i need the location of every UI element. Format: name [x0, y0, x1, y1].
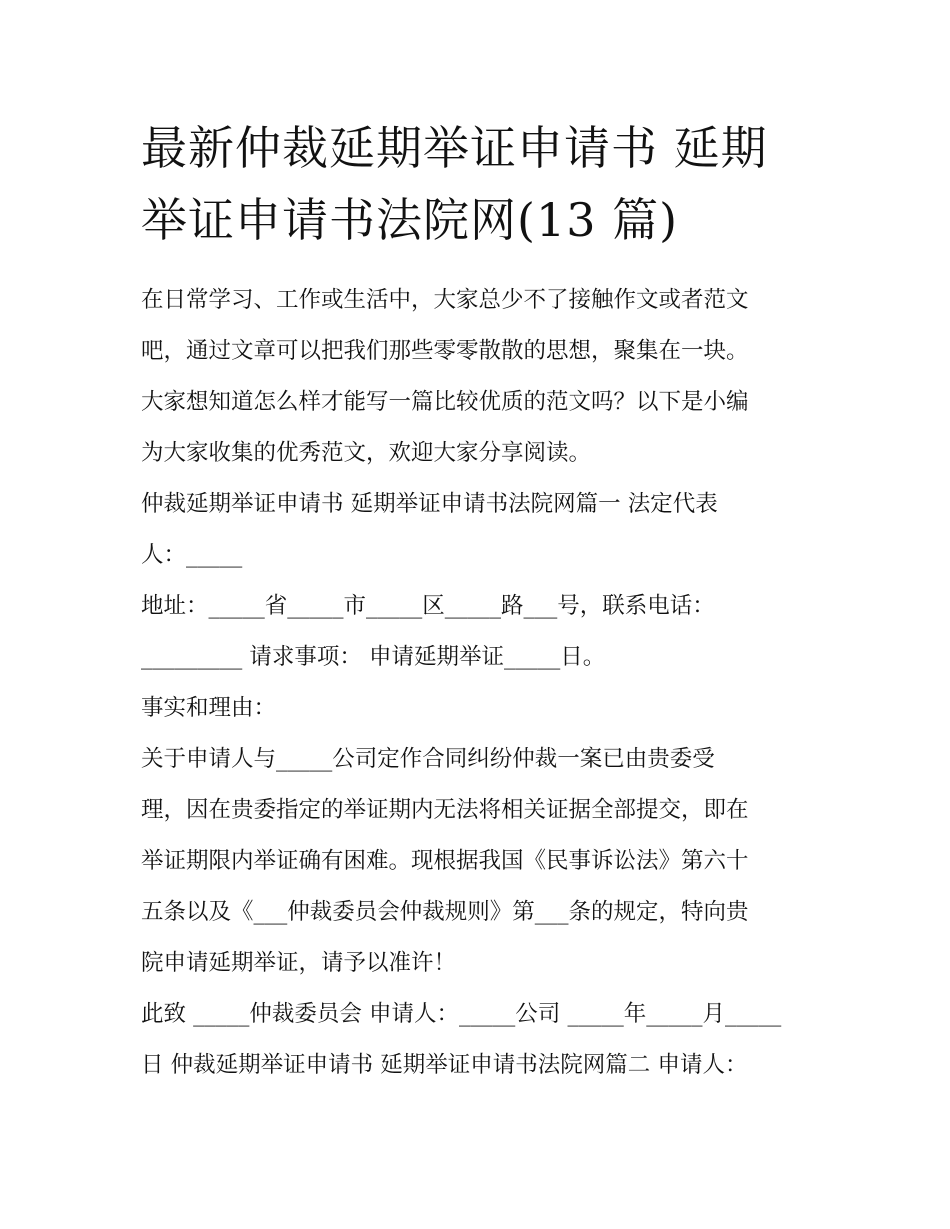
body-line: 事实和理由： — [141, 695, 277, 721]
body-line: 院申请延期举证，请予以准许！ — [141, 950, 457, 976]
title-line: 最新仲裁延期举证申请书 延期 — [141, 121, 768, 175]
body-line: _________ 请求事项： 申请延期举证_____日。 — [141, 644, 606, 670]
body-line: 此致 _____仲裁委员会 申请人：_____公司 _____年_____月_____ — [141, 1001, 782, 1027]
body-line: 大家想知道怎么样才能写一篇比较优质的范文吗？以下是小编 — [141, 389, 749, 415]
body-line: 在日常学习、工作或生活中，大家总少不了接触作文或者范文 — [141, 287, 749, 313]
body-line: 日 仲裁延期举证申请书 延期举证申请书法院网篇二 申请人： — [141, 1052, 748, 1078]
body-line: 五条以及《___仲裁委员会仲裁规则》第___条的规定，特向贵 — [141, 899, 749, 925]
document-title — [141, 112, 841, 256]
body-line: 理，因在贵委指定的举证期内无法将相关证据全部提交，即在 — [141, 797, 749, 823]
body-line: 人：_____ — [141, 542, 243, 568]
body-line: 仲裁延期举证申请书 延期举证申请书法院网篇一 法定代表 — [141, 491, 718, 517]
body-line: 举证期限内举证确有困难。现根据我国《民事诉讼法》第六十 — [141, 848, 749, 874]
body-line: 地址：_____省_____市_____区_____路___号，联系电话： — [141, 593, 715, 619]
body-line: 关于申请人与_____公司定作合同纠纷仲裁一案已由贵委受 — [141, 746, 715, 772]
title-line: 举证申请书法院网(13 篇) — [141, 193, 679, 247]
body-line: 为大家收集的优秀范文，欢迎大家分享阅读。 — [141, 440, 592, 466]
body-line: 吧，通过文章可以把我们那些零零散散的思想，聚集在一块。 — [141, 338, 749, 364]
document-body — [141, 275, 831, 1091]
